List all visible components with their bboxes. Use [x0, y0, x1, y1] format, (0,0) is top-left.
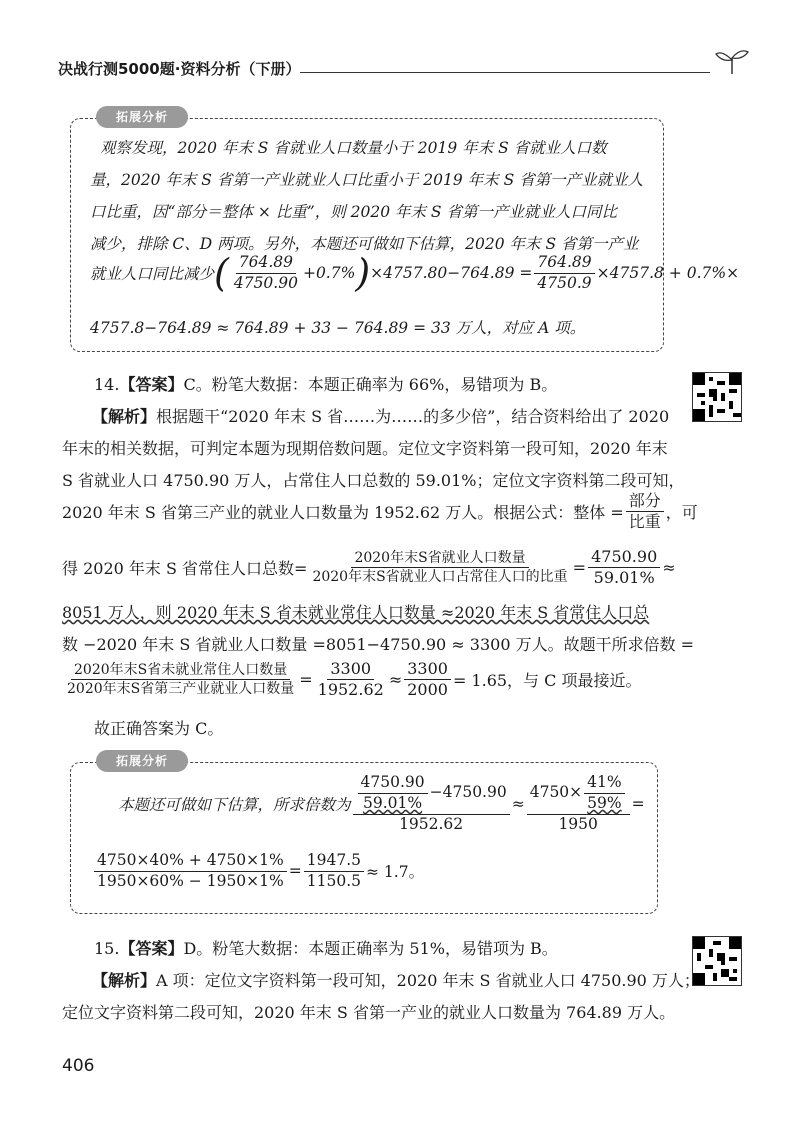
q14-answer-line: 14.【答案】C。粉笔大数据：本题正确率为 66%，易错项为 B。: [94, 375, 558, 394]
box1-line-3: 口比重，因“部分＝整体 × 比重”，则 2020 年末 S 省第一产业就业人口同比: [90, 203, 617, 221]
extension-badge-2: 拓展分析: [96, 750, 188, 772]
box1-fraction-a: $\frac{764.89}{4750.90}$: [233, 253, 298, 292]
q15-analysis-line-1: 【解析】A 项：定位文字资料第一段可知，2020 年末 S 省就业人口 4750.90 万人；: [92, 971, 700, 990]
q14-analysis-line-2: 年末的相关数据，可判定本题为现期倍数问题。定位文字资料第一段可知，2020 年末: [62, 439, 668, 458]
answer-label: 【答案】: [119, 939, 184, 958]
answer-label: 【答案】: [119, 375, 184, 394]
box2-line-1: 本题还可做如下估算，所求倍数为 $\frac{4750.90}{59.01\%}$ −4750.90 1952.62 ≈ 4750× $\frac{41\%}{59\%}$ 1950 =: [118, 773, 645, 833]
qr-code-14[interactable]: [692, 372, 742, 422]
q14-analysis-line-3: S 省就业人口 4750.90 万人，占常住人口总数的 59.01%；定位文字资料第二段可知，: [62, 471, 685, 490]
q14-analysis-line-7: 数 −2020 年末 S 省就业人口数量 =8051−4750.90 ≈ 3300 万人。故题干所求倍数 =: [62, 635, 695, 654]
q14-analysis-line-6: 8051 万人，则 2020 年末 S 省未就业常住人口数量 ≈2020 年末 S 省常住人口总: [62, 603, 650, 622]
q15-analysis-line-2: 定位文字资料第二段可知，2020 年末 S 省第一产业的就业人口数量为 764.89 万人。: [62, 1003, 676, 1022]
analysis-label: 【解析】: [92, 407, 157, 426]
q15-answer-line: 15.【答案】D。粉笔大数据：本题正确率为 51%，易错项为 B。: [94, 939, 558, 958]
running-header: 决战行测5000题·资料分析（下册）: [58, 60, 301, 78]
box2-line-2: $\frac{4750\times 40\% + 4750\times 1\%}{1950\times 60\% - 1950\times 1\%}$ = $\frac{1947.5}{1150.5}$ ≈ 1.7。: [92, 852, 424, 891]
header-rule: [300, 72, 710, 73]
q14-analysis-line-4: 2020 年末 S 省第三产业的就业人口数量为 1952.62 万人。根据公式：整体 = $\frac{\text{部分}}{\text{比重}}$ ，可: [62, 491, 698, 532]
q14-conclusion: 故正确答案为 C。: [94, 719, 224, 738]
box1-fraction-b: $\frac{764.89}{4750.9}$: [534, 254, 594, 293]
q14-analysis-line-5: 得 2020 年末 S 省常住人口总数= $\frac{\text{2020年末S省就业人口数量}}{\text{2020年末S省就业人口占常住人口的比重}}$ = $\frac{4750.90}{59.01\%}$ ≈: [62, 547, 676, 588]
box1-line-1: 观察发现，2020 年末 S 省就业人口数量小于 2019 年末 S 省就业人口数: [100, 139, 607, 157]
box1-line-5-pre: 就业人口同比减少: [90, 265, 215, 284]
box1-line-6: 4757.8−764.89 ≈ 764.89 + 33 − 764.89 = 33 万人，对应 A 项。: [90, 319, 586, 337]
page-number: 406: [62, 1056, 95, 1076]
sprout-icon: [712, 46, 752, 76]
box1-line-4: 减少，排除 C、D 两项。另外，本题还可做如下估算，2020 年末 S 省第一产业: [90, 235, 639, 253]
box1-line-2: 量，2020 年末 S 省第一产业就业人口比重小于 2019 年末 S 省第一产业就业人: [90, 171, 644, 189]
box1-line-5: 就业人口同比减少 ( $\frac{764.89}{4750.90}$ +0.7% ) ×4757.80−764.89 = $\frac{764.89}{4750.9}$ ×4757.8 + 0.7%×: [90, 251, 740, 296]
q14-analysis-line-1: 【解析】根据题干“2020 年末 S 省……为……的多少倍”，结合资料给出了 2020: [92, 407, 670, 426]
q14-analysis-line-8: $\frac{\text{2020年末S省未就业常住人口数量}}{\text{2020年末S省第三产业就业人口数量}}$ = $\frac{3300}{1952.62}$ ≈ $\frac{3300}{2000}$ = 1.65，与 C 项最接近。: [67, 659, 642, 700]
extension-badge-1: 拓展分析: [96, 106, 188, 128]
analysis-label: 【解析】: [92, 971, 157, 990]
